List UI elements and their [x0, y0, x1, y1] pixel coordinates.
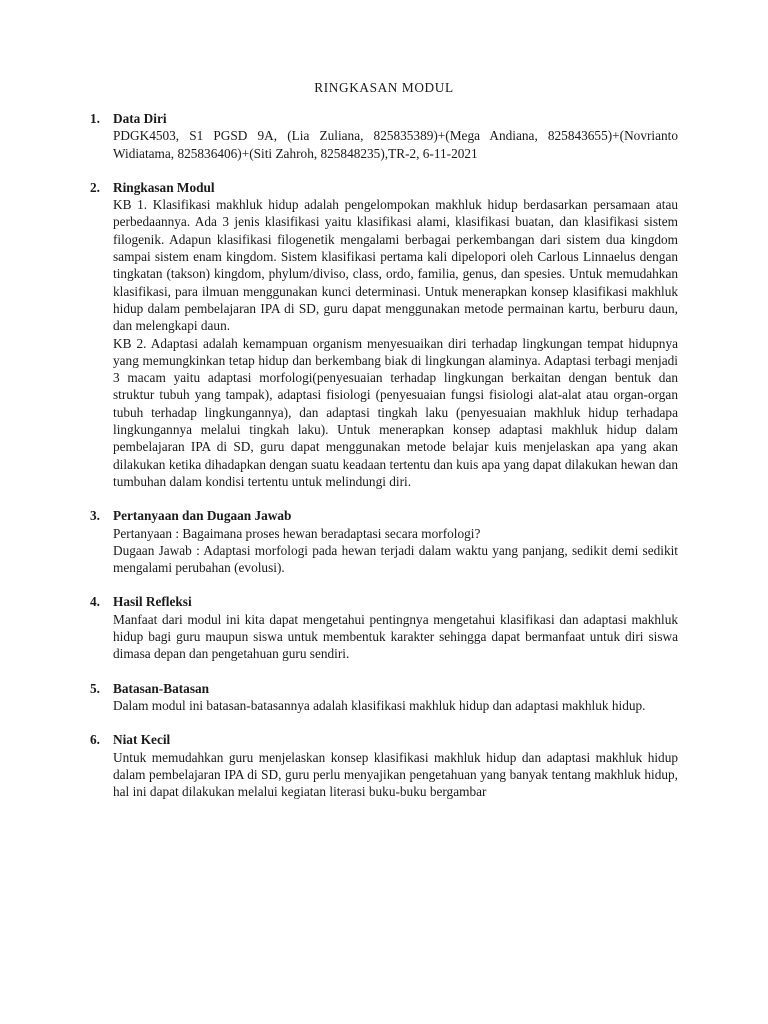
section-heading: Data Diri [113, 111, 167, 126]
section-number: 4. [90, 594, 100, 610]
section-number: 5. [90, 680, 100, 696]
section-number: 1. [90, 111, 100, 126]
section-paragraph: KB 2. Adaptasi adalah kemampuan organism menyesuaikan diri terhadap lingkungan tempat hidupnya yang memungkinkan tetap hidup dan berkembang biak di lingkungan alaminya. Adaptasi terbagi menjadi 3 macam yaitu adaptasi morfologi(penyesuaian terhadap lingkungan berkaitan dengan bentuk dan struktur tubuh yang tampak), adaptasi fisiologi (penyesuaian fungsi fisiologi alat-alat atau organ-organ tubuh terhadap lingkungannya), dan adaptasi tingkah laku (penyesuaian makhluk hidup terhadapa lingkungannya melalui tingkah laku). Untuk menerapkan konsep adaptasi makhluk hidup dalam pembelajaran IPA di SD, guru dapat menggunakan metode belajar kuis menjelaskan apa yang akan dilakukan ketika dihadapkan dengan suatu keadaan tertentu dan kuis apa yang dapat dilakukan hewan dan tumbuhan dalam kondisi tertentu untuk melindungi diri. [113, 335, 678, 489]
section-heading: Batasan-Batasan [113, 680, 210, 696]
document-title: RINGKASAN MODUL [314, 80, 454, 95]
section-batasan-batasan [90, 680, 678, 715]
section-number: 6. [90, 732, 100, 748]
section-paragraph: Dugaan Jawab : Adaptasi morfologi pada hewan terjadi dalam waktu yang panjang, sedikit demi sedikit mengalami perubahan (evolusi). [113, 542, 678, 576]
section-number: 2. [90, 179, 100, 195]
section-heading: Ringkasan Modul [113, 179, 215, 195]
section-heading: Hasil Refleksi [113, 594, 192, 610]
section-paragraph: Pertanyaan : Bagaimana proses hewan beradaptasi secara morfologi? [113, 525, 481, 541]
section-ringkasan-modul [90, 179, 678, 490]
section-heading: Niat Kecil [113, 732, 171, 748]
section-paragraph: PDGK4503, S1 PGSD 9A, (Lia Zuliana, 825835389)+(Mega Andiana, 825843655)+(Novrianto Widiatama, 825836406)+(Siti Zahroh, 825848235),TR-2, 6-11-2021 [113, 128, 678, 161]
section-hasil-refleksi [90, 593, 678, 662]
section-number: 3. [90, 508, 100, 524]
section-paragraph: KB 1. Klasifikasi makhluk hidup adalah pengelompokan makhluk hidup berdasarkan persamaan atau perbedaannya. Ada 3 jenis klasifikasi yaitu klasifikasi alami, klasifikasi buatan, dan klasifikasi sistem filogenik. Adapun klasifikasi filogenetik mengalami berbagai perkembangan dari sistem dua kingdom sampai sistem enam kingdom. Sistem klasifikasi pertama kali dipelopori oleh Carlous Linnaelus dengan tingkatan (takson) kingdom, phylum/diviso, class, ordo, familia, genus, dan spesies. Untuk memudahkan klasifikasi, para ilmuan menggunakan kunci determinasi. Untuk menerapkan konsep klasifikasi makhluk hidup dalam pembelajaran IPA di SD, guru dapat menggunakan metode permainan kartu, berburu daun, dan melengkapi daun. [113, 197, 678, 334]
section-paragraph: Untuk memudahkan guru menjelaskan konsep klasifikasi makhluk hidup dan adaptasi makhluk hidup dalam pembelajaran IPA di SD, guru perlu menyajikan pengetahuan yang banyak tentang makhluk hidup, hal ini dapat dilakukan melalui kegiatan literasi buku-buku bergambar [113, 749, 678, 800]
section-heading: Pertanyaan dan Dugaan Jawab [113, 508, 292, 524]
section-pertanyaan-dugaan-jawab [90, 507, 678, 576]
section-data-diri [90, 110, 678, 162]
section-paragraph: Dalam modul ini batasan-batasannya adalah klasifikasi makhluk hidup dan adaptasi makhluk hidup. [113, 697, 646, 713]
section-niat-kecil [90, 731, 678, 800]
section-paragraph: Manfaat dari modul ini kita dapat mengetahui pentingnya mengetahui klasifikasi dan adaptasi makhluk hidup bagi guru maupun siswa untuk membentuk karakter sehingga dapat bermanfaat untuk diri siswa dimasa depan dan pengetahuan guru sendiri. [113, 611, 678, 662]
